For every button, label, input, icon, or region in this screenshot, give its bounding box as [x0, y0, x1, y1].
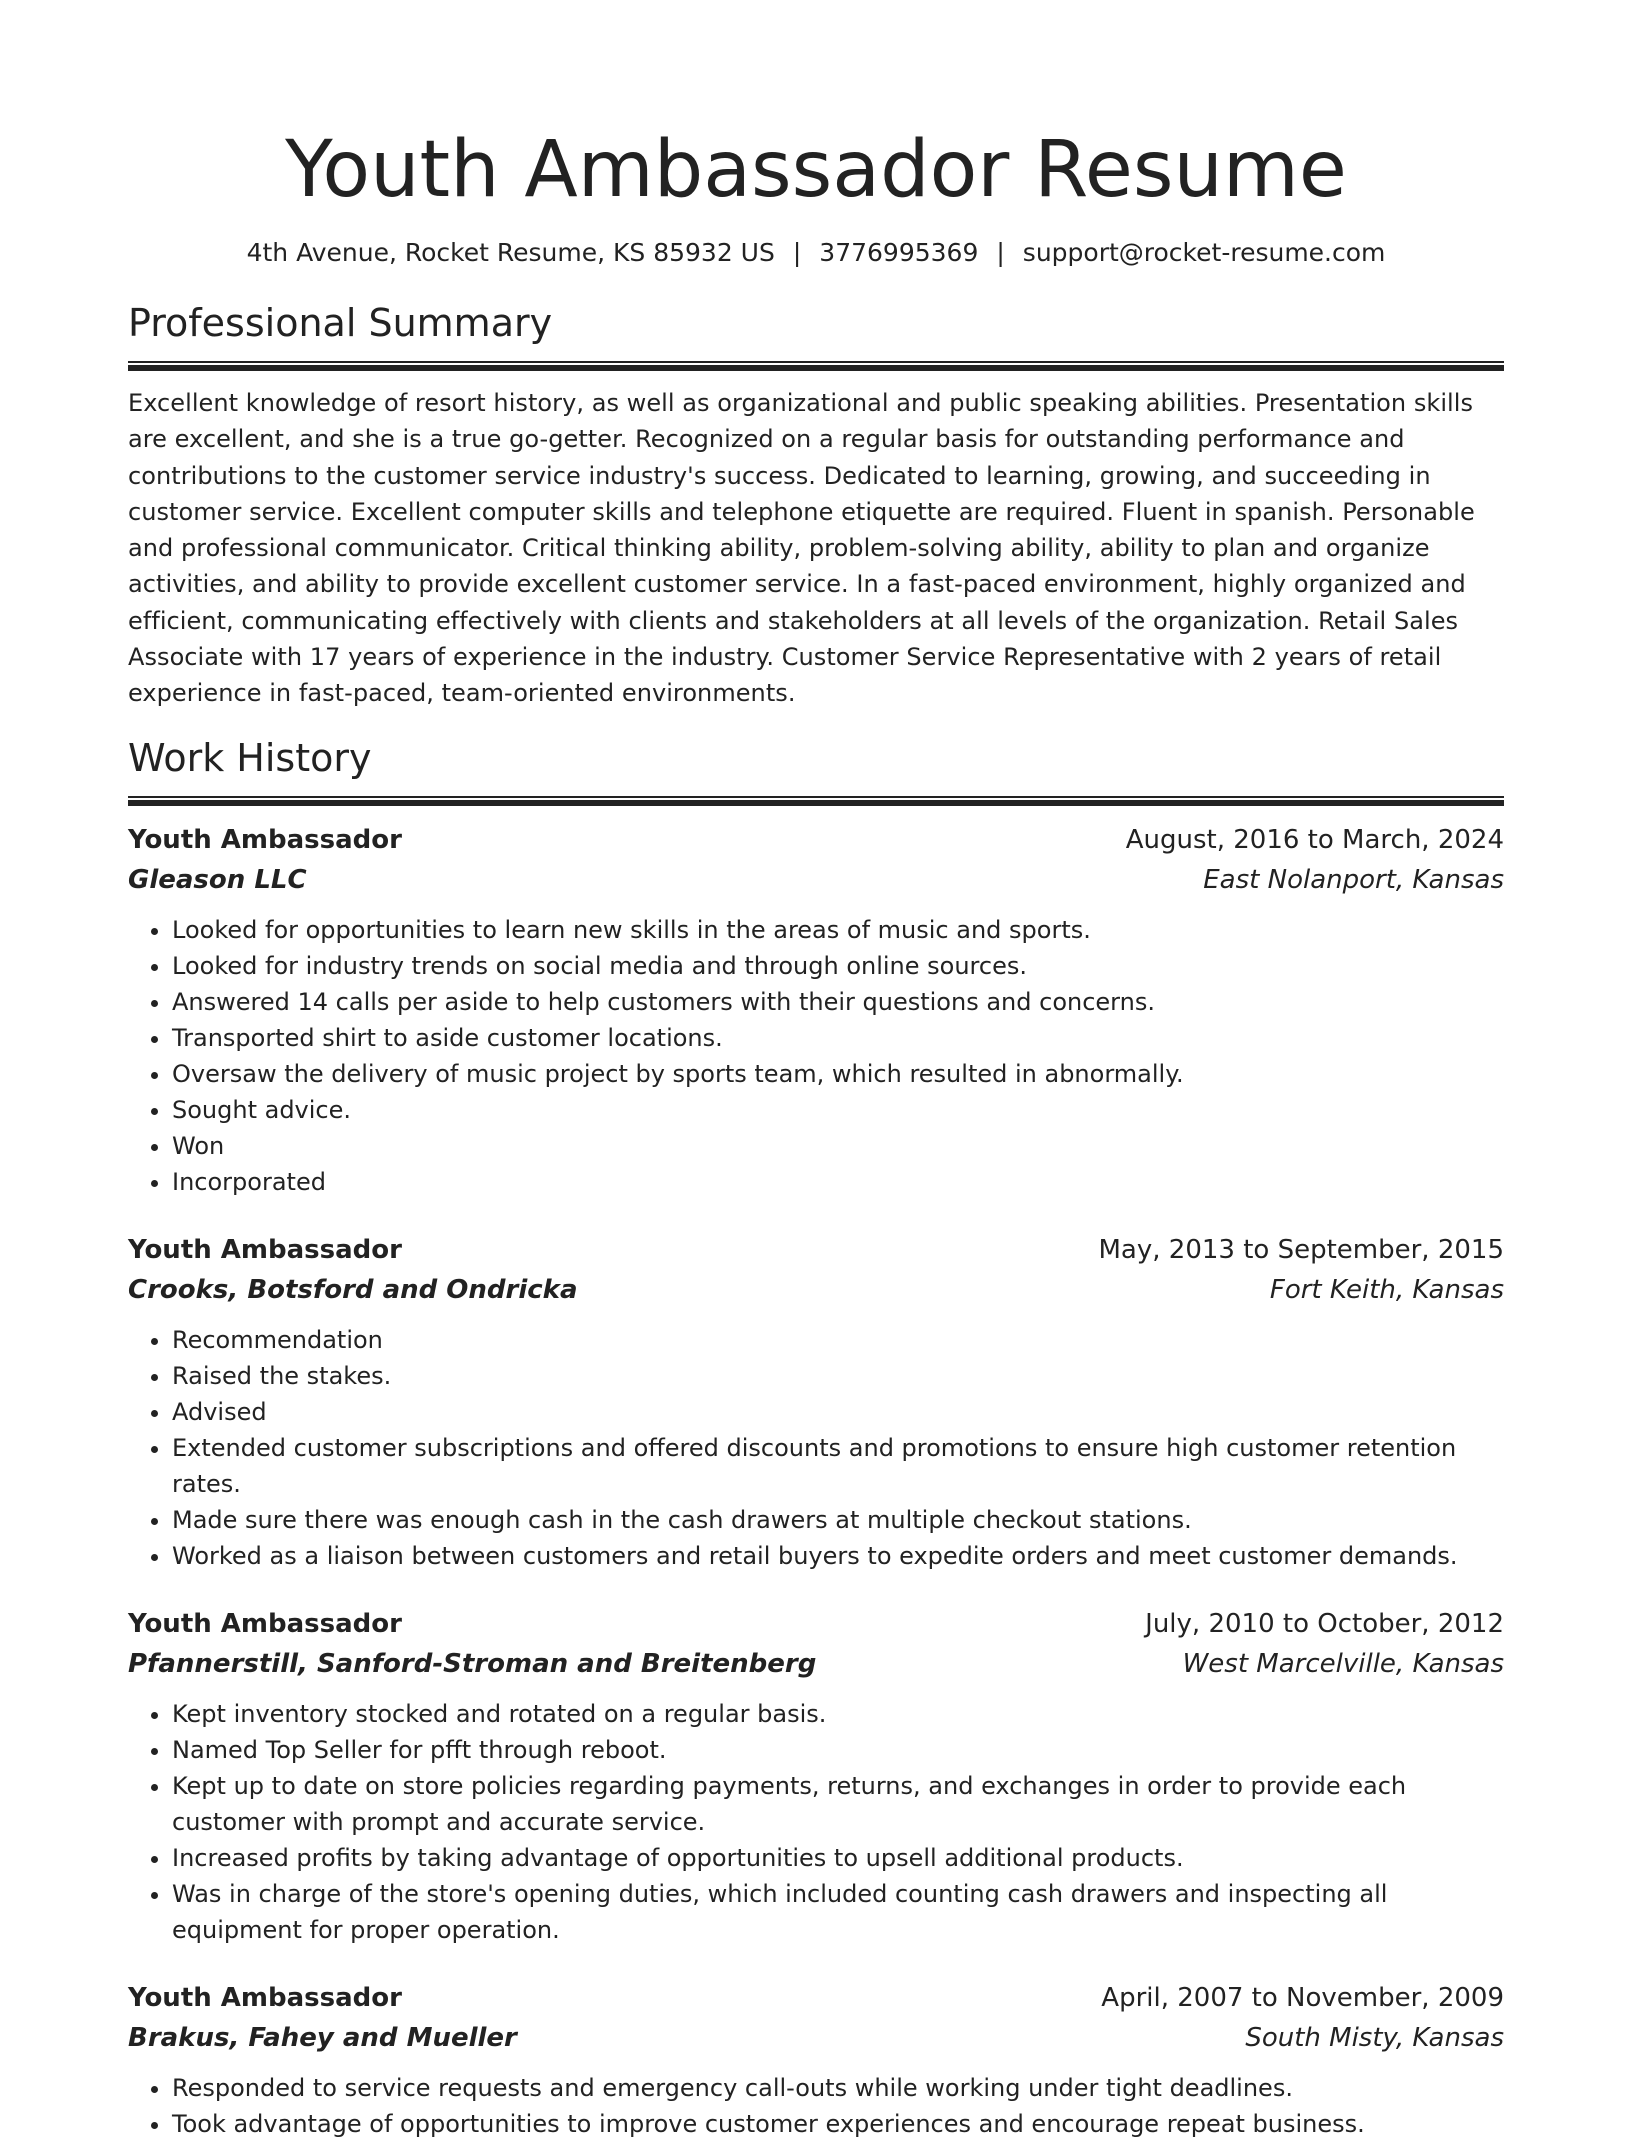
job-bullet: • Raised the stakes. [172, 1358, 1504, 1394]
job-location: West Marcelville, Kansas [1182, 1648, 1504, 1679]
job-bullet: • Oversaw the delivery of music project by sports team, which resulted in abnormally. [172, 1056, 1504, 1092]
job-header-row [128, 1230, 1504, 1270]
section-divider [128, 361, 1504, 371]
job-bullet: • Extended customer subscriptions and offered discounts and promotions to ensure high customer retention rates. [172, 1430, 1504, 1502]
job-bullet: • Recommendation [172, 1322, 1504, 1358]
job-bullets [128, 1696, 1504, 1948]
summary-section [128, 299, 1504, 712]
job-bullet: • Incorporated [172, 1164, 1504, 1200]
job-bullet: • Answered 14 calls per aside to help customers with their questions and concerns. [172, 984, 1504, 1020]
job-header-row [128, 1978, 1504, 2018]
contact-phone: 3776995369 [819, 238, 979, 267]
job-company-row [128, 2018, 1504, 2058]
job-bullets [128, 912, 1504, 1200]
job-bullets [128, 1322, 1504, 1574]
job-entry [128, 1978, 1504, 2142]
job-title: Youth Ambassador [128, 1982, 402, 2013]
job-company: Crooks, Botsford and Ondricka [128, 1274, 578, 1305]
job-location: South Misty, Kansas [1245, 2022, 1504, 2053]
job-bullet: • Took advantage of opportunities to improve customer experiences and encourage repeat business. [172, 2106, 1504, 2142]
job-dates: May, 2013 to September, 2015 [1098, 1234, 1504, 1265]
contact-separator: | [996, 238, 1005, 267]
job-dates: July, 2010 to October, 2012 [1145, 1608, 1504, 1639]
job-company-row [128, 860, 1504, 900]
job-bullet: • Increased profits by taking advantage of opportunities to upsell additional products. [172, 1840, 1504, 1876]
job-location: Fort Keith, Kansas [1269, 1274, 1504, 1305]
job-bullet: • Looked for opportunities to learn new skills in the areas of music and sports. [172, 912, 1504, 948]
job-bullets [128, 2070, 1504, 2142]
job-bullet: • Kept inventory stocked and rotated on a regular basis. [172, 1696, 1504, 1732]
job-location: East Nolanport, Kansas [1203, 864, 1504, 895]
contact-separator: | [792, 238, 802, 267]
resume-page [128, 0, 1504, 2142]
job-bullet: • Looked for industry trends on social media and through online sources. [172, 948, 1504, 984]
job-entry [128, 820, 1504, 1200]
job-dates: April, 2007 to November, 2009 [1101, 1982, 1504, 2013]
job-title: Youth Ambassador [128, 824, 402, 855]
job-bullet: • Sought advice. [172, 1092, 1504, 1128]
job-bullet: • Responded to service requests and emergency call-outs while working under tight deadlines. [172, 2070, 1504, 2106]
job-bullet: • Named Top Seller for pfft through reboot. [172, 1732, 1504, 1768]
job-dates: August, 2016 to March, 2024 [1125, 824, 1504, 855]
contact-line [128, 236, 1504, 270]
job-company: Brakus, Fahey and Mueller [128, 2022, 517, 2053]
job-header-row [128, 1604, 1504, 1644]
job-bullet: • Worked as a liaison between customers and retail buyers to expedite orders and meet customer demands. [172, 1538, 1504, 1574]
job-company: Pfannerstill, Sanford-Stroman and Breitenberg [128, 1648, 817, 1679]
job-bullet: • Advised [172, 1394, 1504, 1430]
contact-email: support@rocket-resume.com [1022, 238, 1386, 267]
resume-title: Youth Ambassador Resume [285, 125, 1347, 215]
job-bullet: • Kept up to date on store policies regarding payments, returns, and exchanges in order to provide each customer with prompt and accurate service. [172, 1768, 1504, 1840]
job-bullet: • Transported shirt to aside customer locations. [172, 1020, 1504, 1056]
job-header-row [128, 820, 1504, 860]
job-company-row [128, 1644, 1504, 1684]
job-company-row [128, 1270, 1504, 1310]
job-bullet: • Won [172, 1128, 1504, 1164]
work-history-heading: Work History [128, 735, 372, 780]
job-bullet: • Made sure there was enough cash in the cash drawers at multiple checkout stations. [172, 1502, 1504, 1538]
job-entry [128, 1230, 1504, 1574]
job-company: Gleason LLC [128, 864, 307, 895]
job-entry [128, 1604, 1504, 1948]
jobs-list [128, 820, 1504, 2142]
summary-heading: Professional Summary [128, 301, 553, 345]
section-divider [128, 796, 1504, 806]
job-title: Youth Ambassador [128, 1608, 402, 1639]
work-history-section [128, 734, 1504, 2142]
contact-address: 4th Avenue, Rocket Resume, KS 85932 US [246, 238, 775, 267]
summary-text: Excellent knowledge of resort history, as well as organizational and public speaking abilities. Presentation skills are excellent, and she is a true go-getter. Recognized on a regular basis for outstanding performance and contributions to the customer service industry's success. Dedicated to learning, growing, and succeeding in customer service. Excellent computer skills and telephone etiquette are required. Fluent in spanish. Personable and professional communicator. Critical thinking ability, problem-solving ability, ability to plan and organize activities, and ability to provide excellent customer service. In a fast-paced environment, highly organized and efficient, communicating effectively with clients and stakeholders at all levels of the organization. Retail Sales Associate with 17 years of experience in the industry. Customer Service Representative with 2 years of retail experience in fast-paced, team-oriented environments. [128, 389, 1475, 708]
job-bullet: • Was in charge of the store's opening duties, which included counting cash drawers and inspecting all equipment for proper operation. [172, 1876, 1504, 1948]
job-title: Youth Ambassador [128, 1234, 402, 1265]
